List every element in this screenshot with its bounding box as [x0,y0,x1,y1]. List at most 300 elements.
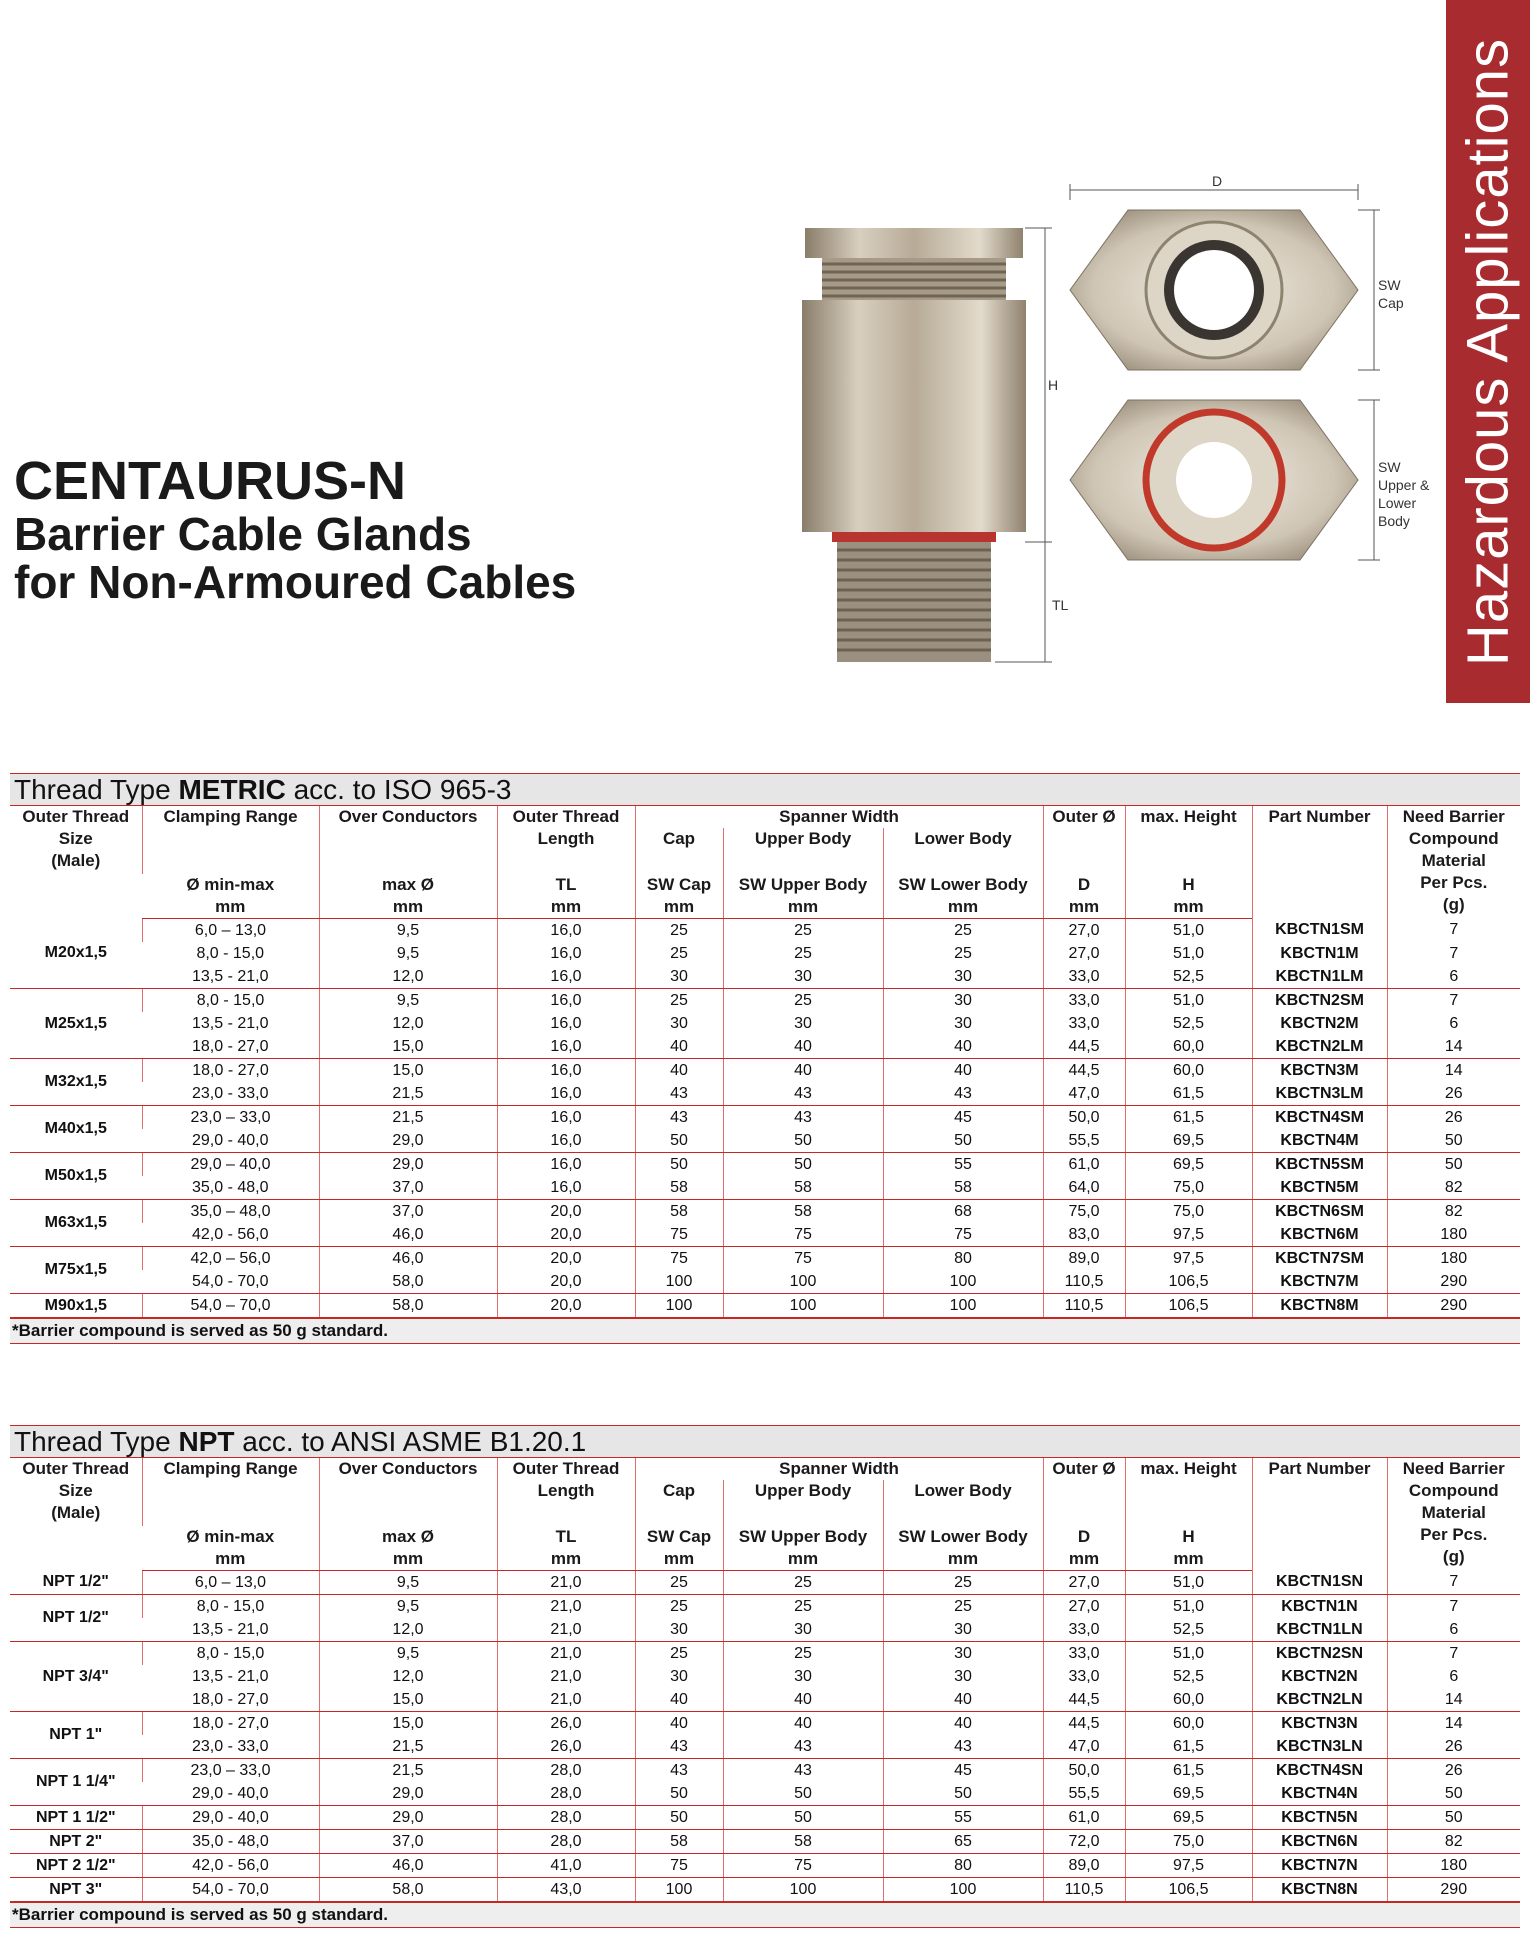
sw-lower-cell: 55 [883,1153,1043,1177]
barrier-compound-cell: 290 [1387,1270,1520,1294]
over-conductors-cell: 46,0 [319,1854,497,1878]
max-height-cell: 97,5 [1125,1223,1252,1247]
header-over-sub [319,1526,497,1571]
sw-lower-cell: 25 [883,919,1043,943]
clamping-range-cell: 29,0 - 40,0 [142,1129,319,1153]
header-text: max. Height [1140,807,1237,826]
barrier-compound-cell: 7 [1387,1571,1520,1595]
header-text: Over Conductors [338,1459,478,1478]
over-conductors-cell: 21,5 [319,1759,497,1783]
header-over-conductors [319,806,497,874]
thread-length-cell: 21,0 [497,1665,635,1688]
outer-d-cell: 64,0 [1043,1176,1125,1200]
header-text: max Ø [382,1527,434,1546]
dim-sw-cap-label-1: SW [1378,277,1401,293]
header-outer-thread-size-line: (Male) [51,1503,101,1522]
header-text: Clamping Range [163,807,298,826]
part-number-cell: KBCTN8M [1252,1294,1387,1318]
max-height-cell: 75,0 [1125,1830,1252,1854]
outer-d-cell: 61,0 [1043,1153,1125,1177]
header-h [1125,1526,1252,1571]
part-number-cell: KBCTN1LM [1252,965,1387,989]
header-h [1125,874,1252,919]
table-row [10,1571,1520,1595]
header-outer-thread-length [497,1458,635,1526]
header-max-height [1125,806,1252,874]
over-conductors-cell: 21,5 [319,1106,497,1130]
sw-cap-cell: 30 [635,1618,723,1642]
header-text: SW Cap [646,1527,712,1546]
header-text: Ø min-max [186,1527,275,1546]
sw-upper-cell: 50 [723,1153,883,1177]
header-text: D [1077,875,1091,894]
table-row [10,1595,1520,1619]
header-clamping-range [142,806,319,874]
outer-d-cell: 50,0 [1043,1759,1125,1783]
sw-cap-cell: 25 [635,989,723,1013]
max-height-cell: 60,0 [1125,1035,1252,1059]
clamping-range-cell: 23,0 - 33,0 [142,1082,319,1106]
header-text: Part Number [1268,807,1371,826]
over-conductors-cell: 29,0 [319,1782,497,1806]
table-row [10,1642,1520,1666]
unit-mm: mm [550,897,582,916]
table-row [10,1618,1520,1642]
sw-upper-cell: 43 [723,1106,883,1130]
npt-table-section [10,1425,1520,1928]
barrier-compound-cell: 50 [1387,1806,1520,1830]
sw-upper-cell: 75 [723,1854,883,1878]
sw-lower-cell: 80 [883,1854,1043,1878]
clamping-range-cell: 54,0 – 70,0 [142,1294,319,1318]
outer-d-cell: 33,0 [1043,965,1125,989]
outer-d-cell: 89,0 [1043,1854,1125,1878]
metric-table-caption: Thread Type METRIC acc. to ISO 965-3 [10,773,1520,806]
sw-upper-cell: 40 [723,1059,883,1083]
thread-length-cell: 16,0 [497,1153,635,1177]
unit-mm: mm [550,1549,582,1568]
sw-lower-cell: 43 [883,1735,1043,1759]
table-row [10,1830,1520,1854]
header-tl [497,1526,635,1571]
unit-mm: mm [947,1549,979,1568]
over-conductors-cell: 29,0 [319,1129,497,1153]
over-conductors-cell: 15,0 [319,1688,497,1712]
max-height-cell: 61,5 [1125,1106,1252,1130]
header-text: Upper Body [754,829,852,848]
sw-cap-cell: 30 [635,1012,723,1035]
header-sw-upper [723,874,883,919]
header-text: SW Lower Body [898,875,1028,894]
thread-length-cell: 20,0 [497,1247,635,1271]
thread-length-cell: 16,0 [497,965,635,989]
header-cap [635,828,723,874]
sw-upper-cell: 30 [723,1665,883,1688]
dim-sw-body-label-3: Lower [1378,495,1417,511]
part-number-cell: KBCTN4N [1252,1782,1387,1806]
outer-d-cell: 89,0 [1043,1247,1125,1271]
thread-length-cell: 28,0 [497,1806,635,1830]
table-row [10,1129,1520,1153]
header-text: SW Lower Body [898,1527,1028,1546]
thread-size-cell: NPT 3/4" [10,1642,142,1712]
thread-length-cell: 16,0 [497,1106,635,1130]
sw-cap-cell: 43 [635,1735,723,1759]
sw-lower-cell: 65 [883,1830,1043,1854]
clamping-range-cell: 42,0 – 56,0 [142,1247,319,1271]
header-text: Over Conductors [338,807,478,826]
outer-d-cell: 44,5 [1043,1059,1125,1083]
header-outer-thread-size-line: Outer Thread [22,1459,130,1478]
header-outer-thread-size-line: (Male) [51,851,101,870]
sw-cap-cell: 43 [635,1106,723,1130]
unit-mm: mm [663,1549,695,1568]
header-text: H [1182,875,1195,894]
table-row [10,1806,1520,1830]
outer-d-cell: 72,0 [1043,1830,1125,1854]
clamping-range-cell: 18,0 - 27,0 [142,1712,319,1736]
header-sw-lower [883,1526,1043,1571]
table-row [10,1059,1520,1083]
thread-length-cell: 20,0 [497,1200,635,1224]
sw-upper-cell: 58 [723,1200,883,1224]
sw-upper-cell: 25 [723,989,883,1013]
header-text: Clamping Range [163,1459,298,1478]
clamping-range-cell: 42,0 - 56,0 [142,1854,319,1878]
table-row [10,1759,1520,1783]
unit-mm: mm [392,897,424,916]
max-height-cell: 97,5 [1125,1854,1252,1878]
max-height-cell: 52,5 [1125,1618,1252,1642]
header-text: TL [555,1527,577,1546]
sw-lower-cell: 100 [883,1294,1043,1318]
part-number-cell: KBCTN4SM [1252,1106,1387,1130]
sw-cap-cell: 75 [635,1854,723,1878]
table-row [10,1782,1520,1806]
sw-upper-cell: 50 [723,1782,883,1806]
max-height-cell: 51,0 [1125,1595,1252,1619]
outer-d-cell: 44,5 [1043,1688,1125,1712]
header-text: max Ø [382,875,434,894]
barrier-compound-cell: 82 [1387,1176,1520,1200]
table-row [10,1223,1520,1247]
header-outer-thread-size-line: Size [58,1481,93,1500]
thread-length-cell: 43,0 [497,1878,635,1902]
part-number-cell: KBCTN2SM [1252,989,1387,1013]
clamping-range-cell: 35,0 - 48,0 [142,1176,319,1200]
sw-lower-cell: 80 [883,1247,1043,1271]
sw-lower-cell: 30 [883,1642,1043,1666]
table-row [10,1712,1520,1736]
header-text: SW Upper Body [738,1527,868,1546]
barrier-compound-cell: 7 [1387,989,1520,1013]
clamping-range-cell: 29,0 - 40,0 [142,1782,319,1806]
header-over-sub [319,874,497,919]
outer-d-cell: 47,0 [1043,1082,1125,1106]
dim-sw-body-label-1: SW [1378,459,1401,475]
max-height-cell: 52,5 [1125,1665,1252,1688]
metric-table [10,806,1520,1318]
metric-table-section [10,773,1520,1344]
sw-lower-cell: 30 [883,1618,1043,1642]
table-row [10,1106,1520,1130]
sw-upper-cell: 50 [723,1129,883,1153]
barrier-compound-cell: 14 [1387,1035,1520,1059]
over-conductors-cell: 12,0 [319,965,497,989]
header-need-barrier [1387,806,1520,919]
sw-upper-cell: 100 [723,1270,883,1294]
over-conductors-cell: 29,0 [319,1806,497,1830]
sw-upper-cell: 50 [723,1806,883,1830]
sw-upper-cell: 75 [723,1247,883,1271]
part-number-cell: KBCTN6N [1252,1830,1387,1854]
thread-size-cell: M90x1,5 [10,1294,142,1318]
unit-mm: mm [663,897,695,916]
header-text: Upper Body [754,1481,852,1500]
clamping-range-cell: 8,0 - 15,0 [196,944,265,962]
barrier-compound-cell: 180 [1387,1223,1520,1247]
part-number-cell: KBCTN5N [1252,1806,1387,1830]
barrier-compound-cell: 26 [1387,1082,1520,1106]
over-conductors-cell: 12,0 [319,1618,497,1642]
sw-upper-cell: 25 [723,1571,883,1595]
thread-length-cell: 16,0 [497,1012,635,1035]
header-sw-upper [723,1526,883,1571]
header-over-conductors [319,1458,497,1526]
max-height-cell: 61,5 [1125,1735,1252,1759]
part-number-cell: KBCTN2N [1252,1665,1387,1688]
sw-upper-cell: 40 [723,1688,883,1712]
header-text: Outer Ø [1052,807,1116,826]
product-figure [780,173,1430,680]
thread-size-cell: M20x1,5 [10,919,142,989]
npt-note: *Barrier compound is served as 50 g standard. [10,1902,1520,1928]
over-conductors-cell: 9,5 [319,1642,497,1666]
outer-d-cell: 44,5 [1043,1035,1125,1059]
unit-mm: mm [215,897,246,916]
header-text: SW Cap [646,875,712,894]
header-text: Cap [662,1481,696,1500]
sw-cap-cell: 25 [635,942,723,965]
clamping-range-cell: 18,0 - 27,0 [142,1688,319,1712]
sw-upper-cell: 25 [723,1642,883,1666]
thread-size-cell: M25x1,5 [10,989,142,1059]
sw-lower-cell: 40 [883,1688,1043,1712]
unit-mm: mm [947,897,979,916]
header-lower-body [883,1480,1043,1526]
header-need-barrier-line: (g) [1442,895,1465,914]
sw-lower-cell: 30 [883,965,1043,989]
barrier-compound-cell: 7 [1387,1642,1520,1666]
header-outer-thread-length [497,806,635,874]
sw-lower-cell: 30 [883,989,1043,1013]
sw-lower-cell: 40 [883,1712,1043,1736]
barrier-compound-cell: 50 [1387,1129,1520,1153]
table-row [10,1200,1520,1224]
header-text: SW Upper Body [738,875,868,894]
clamping-range-cell: 18,0 - 27,0 [142,1035,319,1059]
sw-cap-cell: 30 [635,965,723,989]
barrier-compound-cell: 290 [1387,1878,1520,1902]
over-conductors-cell: 12,0 [319,1665,497,1688]
table-row [10,942,1520,965]
clamping-range-cell: 8,0 - 15,0 [142,1595,319,1619]
sw-upper-cell: 25 [723,942,883,965]
over-conductors-cell: 37,0 [319,1176,497,1200]
clamping-range-cell: 23,0 – 33,0 [142,1759,319,1783]
thread-length-cell: 26,0 [497,1712,635,1736]
sw-cap-cell: 40 [635,1059,723,1083]
outer-d-cell: 27,0 [1043,942,1125,965]
header-cap [635,1480,723,1526]
sw-lower-cell: 45 [883,1106,1043,1130]
thread-length-cell: 41,0 [497,1854,635,1878]
over-conductors-cell: 9,5 [319,919,497,943]
over-conductors-cell: 21,5 [319,1082,497,1106]
sw-cap-cell: 75 [635,1247,723,1271]
thread-size-cell: NPT 1/2" [10,1595,142,1642]
npt-table [10,1458,1520,1902]
table-row [10,989,1520,1013]
barrier-compound-cell: 82 [1387,1200,1520,1224]
max-height-cell: 69,5 [1125,1153,1252,1177]
outer-d-cell: 110,5 [1043,1294,1125,1318]
thread-length-cell: 16,0 [497,1059,635,1083]
part-number-cell: KBCTN6SM [1252,1200,1387,1224]
header-clamping-sub [142,874,319,919]
table-row [10,1082,1520,1106]
barrier-compound-cell: 14 [1387,1712,1520,1736]
barrier-compound-cell: 50 [1387,1153,1520,1177]
header-tl [497,874,635,919]
part-number-cell: KBCTN7N [1252,1854,1387,1878]
outer-d-cell: 83,0 [1043,1223,1125,1247]
header-sw-lower [883,874,1043,919]
title-block [14,452,576,606]
thread-length-cell: 16,0 [497,919,635,943]
clamping-range-cell: 35,0 - 48,0 [142,1830,319,1854]
thread-size-cell: NPT 1" [10,1712,142,1759]
unit-mm: mm [787,1549,819,1568]
part-number-cell: KBCTN1SM [1252,919,1387,943]
outer-d-cell: 33,0 [1043,1642,1125,1666]
clamping-range-cell: 13,5 - 21,0 [142,965,319,989]
outer-d-cell: 27,0 [1043,919,1125,943]
clamping-range-cell: 42,0 - 56,0 [142,1223,319,1247]
part-number-cell: KBCTN1N [1252,1595,1387,1619]
header-text: max. Height [1140,1459,1237,1478]
header-text: Lower Body [914,1481,1012,1500]
sw-upper-cell: 40 [723,1035,883,1059]
over-conductors-cell: 15,0 [319,1712,497,1736]
barrier-compound-cell: 7 [1387,942,1520,965]
header-sw-cap [635,874,723,919]
barrier-compound-cell: 7 [1387,1595,1520,1619]
max-height-cell: 75,0 [1125,1200,1252,1224]
thread-length-cell: 21,0 [497,1688,635,1712]
sw-cap-cell: 43 [635,1082,723,1106]
header-need-barrier-line: Compound [1408,829,1499,848]
thread-size-cell: M63x1,5 [10,1200,142,1247]
clamping-range-cell: 13,5 - 21,0 [192,1667,269,1685]
header-need-barrier [1387,1458,1520,1571]
table-row [10,1688,1520,1712]
part-number-cell: KBCTN5M [1252,1176,1387,1200]
header-text: Part Number [1268,1459,1371,1478]
clamping-range-cell: 23,0 - 33,0 [142,1735,319,1759]
sw-upper-cell: 58 [723,1176,883,1200]
header-part-number [1252,806,1387,919]
header-outer-thread-length-line: Length [537,1481,595,1500]
sw-lower-cell: 30 [883,1012,1043,1035]
dim-sw-cap-label-2: Cap [1378,295,1404,311]
table-row [10,919,1520,943]
max-height-cell: 61,5 [1125,1082,1252,1106]
sw-cap-cell: 30 [635,1665,723,1688]
gland-top-view-cap [1070,210,1358,370]
sw-lower-cell: 50 [883,1782,1043,1806]
header-text: Cap [662,829,696,848]
max-height-cell: 51,0 [1125,1571,1252,1595]
sw-lower-cell: 25 [883,1595,1043,1619]
thread-length-cell: 21,0 [497,1618,635,1642]
outer-d-cell: 110,5 [1043,1270,1125,1294]
sw-upper-cell: 100 [723,1294,883,1318]
over-conductors-cell: 29,0 [319,1153,497,1177]
table-row [10,1294,1520,1318]
header-outer-d [1043,806,1125,874]
sw-upper-cell: 25 [723,919,883,943]
max-height-cell: 106,5 [1125,1270,1252,1294]
part-number-cell: KBCTN2M [1252,1012,1387,1035]
outer-d-cell: 33,0 [1043,1012,1125,1035]
header-text: Ø min-max [186,875,275,894]
part-number-cell: KBCTN2LM [1252,1035,1387,1059]
thread-size-cell: NPT 3" [10,1878,142,1902]
clamping-range-cell: 18,0 - 27,0 [142,1059,319,1083]
header-outer-thread-length-line: Length [537,829,595,848]
sw-lower-cell: 40 [883,1059,1043,1083]
header-outer-d [1043,1458,1125,1526]
part-number-cell: KBCTN4M [1252,1129,1387,1153]
header-need-barrier-line: Compound [1408,1481,1499,1500]
outer-d-cell: 55,5 [1043,1782,1125,1806]
over-conductors-cell: 46,0 [319,1223,497,1247]
over-conductors-cell: 15,0 [319,1059,497,1083]
metric-table-body [10,919,1520,1318]
sw-lower-cell: 40 [883,1035,1043,1059]
max-height-cell: 51,0 [1125,919,1252,943]
part-number-cell: KBCTN1LN [1252,1618,1387,1642]
npt-table-caption: Thread Type NPT acc. to ANSI ASME B1.20.1 [10,1425,1520,1458]
thread-length-cell: 20,0 [497,1223,635,1247]
sw-lower-cell: 50 [883,1129,1043,1153]
clamping-range-cell: 29,0 – 40,0 [142,1153,319,1177]
unit-mm: mm [787,897,819,916]
thread-length-cell: 21,0 [497,1595,635,1619]
outer-d-cell: 33,0 [1043,1665,1125,1688]
header-outer-thread-size [10,1458,142,1571]
outer-d-cell: 44,5 [1043,1712,1125,1736]
header-text: Outer Ø [1052,1459,1116,1478]
sw-lower-cell: 55 [883,1806,1043,1830]
over-conductors-cell: 15,0 [319,1035,497,1059]
over-conductors-cell: 58,0 [319,1294,497,1318]
sw-lower-cell: 68 [883,1200,1043,1224]
dim-sw-body-label-2: Upper & [1378,477,1430,493]
max-height-cell: 51,0 [1125,942,1252,965]
header-outer-thread-length-line: Outer Thread [512,1459,620,1478]
